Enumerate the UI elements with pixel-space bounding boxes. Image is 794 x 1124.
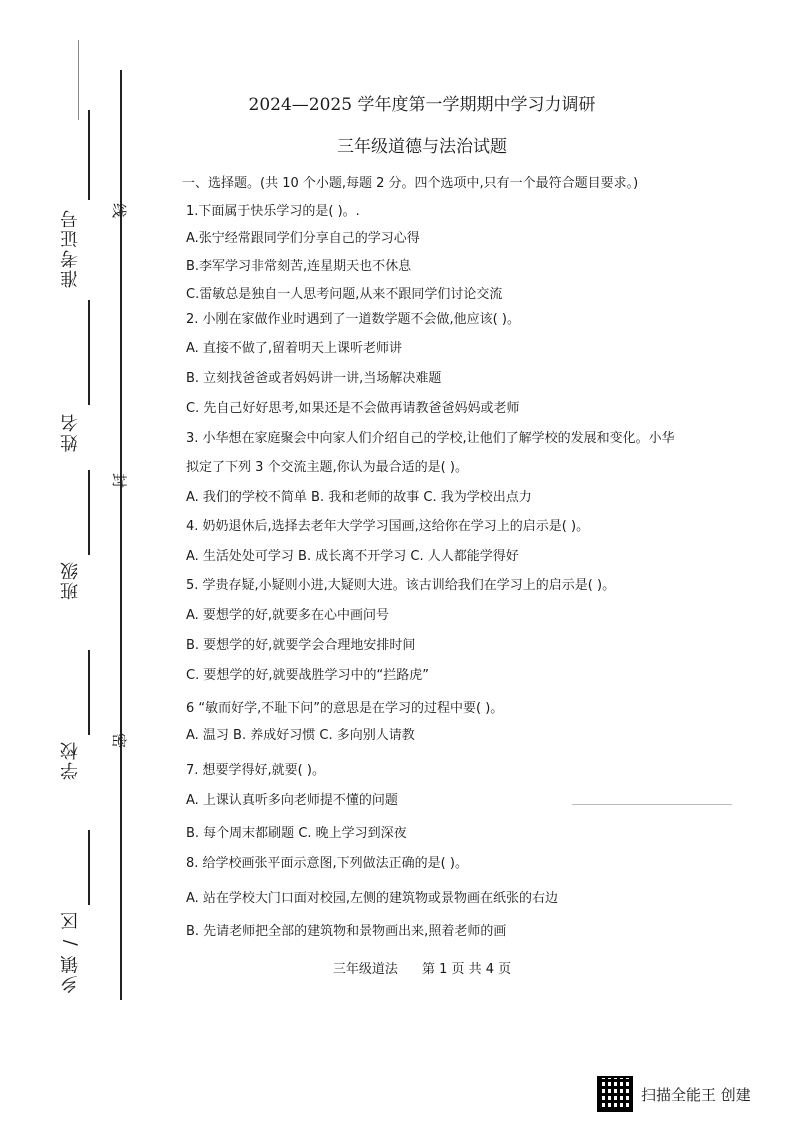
question-7-option-a: A. 上课认真听多向老师提不懂的问题 [186, 793, 398, 808]
question-5-option-b: B. 要想学的好,就要学会合理地安排时间 [186, 638, 416, 653]
question-3-stem: 3. 小华想在家庭聚会中向家人们介绍自己的学校,让他们了解学校的发展和变化。小华 [186, 431, 675, 446]
school-label: 学校 [60, 740, 81, 780]
page-footer [0, 958, 794, 977]
question-3-options: A. 我们的学校不简单 B. 我和老师的故事 C. 我为学校出点力 [186, 490, 532, 505]
section-heading: 一、选择题。(共 10 个小题,每题 2 分。四个选项中,只有一个最符合题目要求。) [182, 176, 639, 191]
seal-secret-char: 密 [110, 732, 129, 749]
question-4-options: A. 生活处处可学习 B. 成长离不开学习 C. 人人都能学得好 [186, 549, 519, 564]
exam-title: 2024—2025 学年度第一学期期中学习力调研 [248, 95, 596, 115]
exam-id-label: 准考证号 [60, 208, 81, 288]
question-8-option-b: B. 先请老师把全部的建筑物和景物画出来,照着老师的画 [186, 924, 507, 939]
question-1-option-b: B.李军学习非常刻苦,连星期天也不休息 [186, 259, 412, 274]
question-8-option-a: A. 站在学校大门口面对校园,左侧的建筑物或景物画在纸张的右边 [186, 891, 559, 906]
class-label: 班级 [60, 560, 81, 600]
question-2-stem: 2. 小刚在家做作业时遇到了一道数学题不会做,他应该( )。 [186, 312, 520, 327]
question-8-stem: 8. 给学校画张平面示意图,下列做法正确的是( )。 [186, 856, 468, 871]
scanner-brand: 扫描全能王 创建 [641, 1086, 751, 1104]
question-1-option-c: C.雷敏总是独自一人思考问题,从来不跟同学们讨论交流 [186, 287, 503, 302]
question-7-option-b: B. 每个周末都刷题 C. 晚上学习到深夜 [186, 826, 407, 841]
school-field[interactable] [88, 650, 90, 735]
question-1-stem: 1.下面属于快乐学习的是( )。. [186, 204, 360, 219]
scan-artifact [572, 804, 732, 805]
question-4-stem: 4. 奶奶退休后,选择去老年大学学习国画,这给你在学习上的启示是( )。 [186, 519, 590, 534]
question-6-options: A. 温习 B. 养成好习惯 C. 多向别人请教 [186, 728, 415, 743]
question-2-option-a: A. 直接不做了,留着明天上课听老师讲 [186, 341, 403, 356]
question-6-stem: 6 “敏而好学,不耻下问”的意思是在学习的过程中要( )。 [186, 701, 504, 716]
question-2-option-c: C. 先自己好好思考,如果还是不会做再请教爸爸妈妈或老师 [186, 401, 520, 416]
question-1-option-a: A.张宁经常跟同学们分享自己的学习心得 [186, 231, 420, 246]
name-label: 姓名 [60, 412, 81, 452]
name-field[interactable] [88, 300, 90, 405]
question-5-option-a: A. 要想学的好,就要多在心中画问号 [186, 608, 390, 623]
footer-subject: 三年级道法 [332, 962, 398, 977]
seal-seal-char: 封 [110, 472, 129, 489]
seal-line-char: 线 [110, 202, 129, 219]
question-5-stem: 5. 学贵存疑,小疑则小进,大疑则大进。该古训给我们在学习上的启示是( )。 [186, 578, 616, 593]
district-field[interactable] [88, 830, 90, 905]
class-field[interactable] [88, 470, 90, 555]
question-2-option-b: B. 立刻找爸爸或者妈妈讲一讲,当场解决难题 [186, 371, 442, 386]
exam-subtitle: 三年级道德与法治试题 [337, 137, 507, 157]
qr-code-icon [597, 1076, 633, 1112]
question-3-stem-cont: 拟定了下列 3 个交流主题,你认为最合适的是( )。 [186, 460, 468, 475]
district-label: 乡镇 / 区 [60, 910, 81, 994]
footer-page-number: 第 1 页 共 4 页 [421, 962, 512, 977]
question-7-stem: 7. 想要学得好,就要( )。 [186, 763, 325, 778]
question-5-option-c: C. 要想学的好,就要战胜学习中的“拦路虎” [186, 668, 429, 683]
